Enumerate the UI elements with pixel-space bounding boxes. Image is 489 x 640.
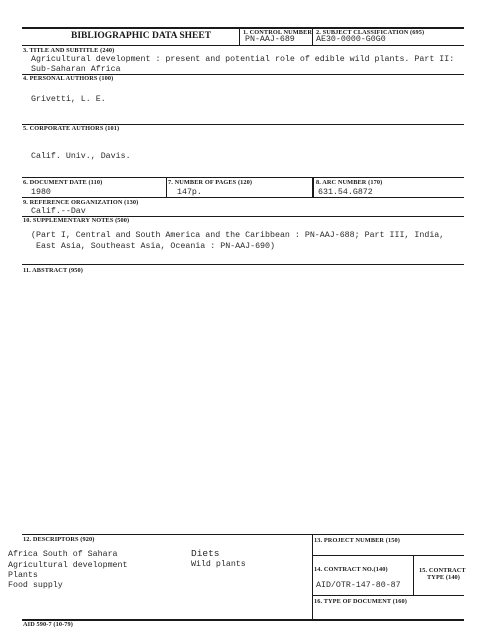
header-divider-1 (239, 27, 240, 45)
control-number-value: PN-AAJ-689 (245, 35, 295, 44)
descriptor-item: Agricultural development (8, 561, 128, 570)
number-of-pages-label: 7. NUMBER OF PAGES (120) (168, 179, 253, 186)
notes-bottom-border (22, 264, 464, 265)
personal-authors-label: 4. PERSONAL AUTHORS (100) (23, 75, 114, 82)
descriptor-item: Plants (8, 571, 38, 580)
sheet-title: BIBLIOGRAPHIC DATA SHEET (71, 31, 212, 41)
project-number-label: 13. PROJECT NUMBER (150) (314, 537, 400, 544)
reference-organization-label: 9. REFERENCE ORGANIZATION (130) (23, 199, 139, 206)
corporate-authors-label: 5. CORPORATE AUTHORS (101) (23, 125, 120, 132)
bottom-border (22, 619, 464, 621)
subject-classification-label: 2. SUBJECT CLASSIFICATION (695) (316, 29, 425, 36)
contract-type-divider (413, 555, 414, 595)
contract-bottom-border (312, 595, 464, 596)
document-date-value: 1980 (31, 188, 51, 197)
corporate-bottom-border (22, 177, 464, 178)
supplementary-notes-line-2: East Asia, Southeast Asia, Oceania : PN-AAJ-690) (36, 242, 275, 251)
contract-type-label-2: TYPE (140) (427, 574, 461, 581)
date-row-bottom-border (22, 197, 464, 198)
title-line-1: Agricultural development : present and potential role of edible wild plants. Part II: (31, 55, 455, 64)
arc-number-value: 631.54.G872 (318, 188, 373, 197)
contract-no-value: AID/OTR-147-80-87 (316, 581, 401, 590)
descriptor-item: Africa South of Sahara (8, 550, 118, 559)
contract-type-label-1: 15. CONTRACT (419, 567, 466, 574)
supplementary-notes-label: 10. SUPPLEMENTARY NOTES (500) (23, 217, 130, 224)
contract-no-label: 14. CONTRACT NO.(140) (314, 566, 388, 573)
document-date-label: 6. DOCUMENT DATE (110) (23, 179, 103, 186)
reference-organization-value: Calif.--Dav (31, 207, 86, 216)
number-of-pages-value: 147p. (177, 188, 202, 197)
descriptor-item: Wild plants (191, 560, 246, 569)
descriptors-divider (312, 534, 313, 620)
descriptor-item: Food supply (8, 581, 63, 590)
header-divider-2 (312, 27, 313, 45)
arc-number-label: 8. ARC NUMBER (170) (316, 179, 383, 186)
document-type-label: 16. TYPE OF DOCUMENT (160) (314, 598, 407, 605)
supplementary-notes-line-1: (Part I, Central and South America and the Caribbean : PN-AAJ-688; Part III, India, (31, 231, 445, 240)
control-number-label: 1. CONTROL NUMBER (243, 29, 313, 36)
abstract-bottom-border (22, 534, 464, 535)
form-number: AID 590-7 (10-79) (23, 621, 73, 628)
corporate-authors-value: Calif. Univ., Davis. (31, 152, 131, 161)
title-line-2: Sub-Saharan Africa (31, 65, 121, 74)
descriptor-item: Diets (191, 548, 220, 559)
date-pages-divider (166, 177, 167, 197)
personal-authors-value: Grivetti, L. E. (31, 95, 106, 104)
pages-arc-divider (312, 177, 314, 197)
descriptors-label: 12. DESCRIPTORS (920) (23, 536, 95, 543)
title-subtitle-label: 3. TITLE AND SUBTITLE (240) (23, 47, 115, 54)
header-bottom-border (22, 45, 464, 46)
abstract-label: 11. ABSTRACT (950) (23, 267, 83, 274)
project-bottom-border (312, 555, 464, 556)
subject-classification-value: AE30-0000-G0G0 (316, 35, 386, 44)
